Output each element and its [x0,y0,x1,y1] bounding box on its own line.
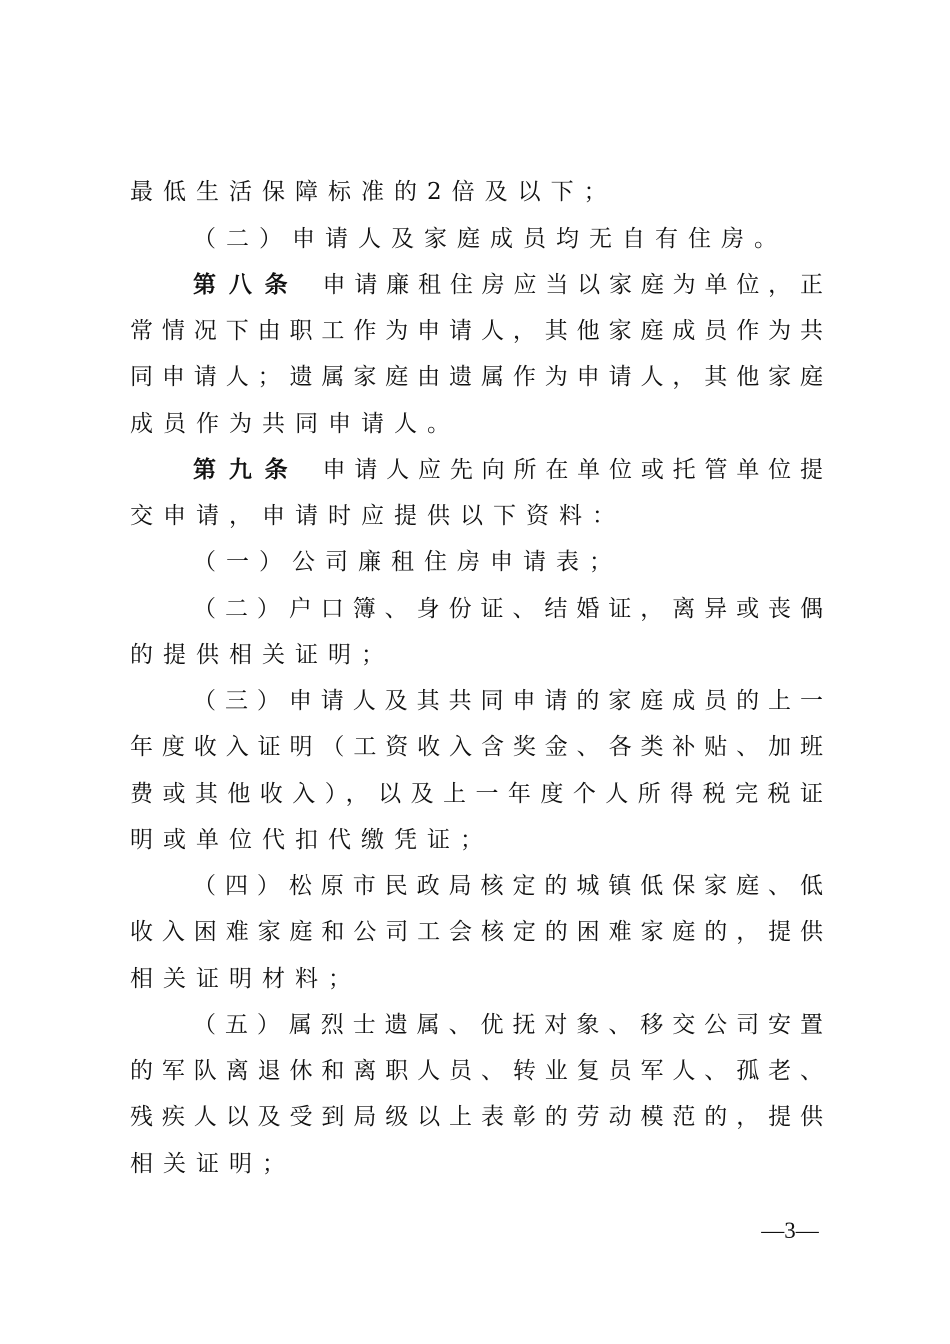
paragraph-line: 明或单位代扣代缴凭证； [130,827,493,853]
paragraph-line: 交申请，申请时应提供以下资料： [130,503,625,529]
paragraph-line: 相关证明材料； [130,966,361,992]
paragraph-line: 年度收入证明（工资收入含奖金、各类补贴、加班 [130,734,823,760]
article-9-first-line [193,450,823,490]
paragraph-line: 费或其他收入），以及上一年度个人所得税完税证 [130,781,823,807]
article-8-first-line [193,265,823,305]
paragraph-line: （一）公司廉租住房申请表； [193,549,622,575]
paragraph-line: 的提供相关证明； [130,642,394,668]
paragraph-line: 相关证明； [130,1151,295,1177]
paragraph-line: （三）申请人及其共同申请的家庭成员的上一 [193,688,823,714]
article-8-heading: 第八条 [193,272,301,298]
paragraph-text: 申请人应先向所在单位或托管单位提 [322,457,823,483]
page-number: —3— [761,1218,819,1243]
paragraph-line: 最低生活保障标准的2倍及以下； [130,179,617,205]
paragraph-line: 收入困难家庭和公司工会核定的困难家庭的，提供 [130,919,823,945]
paragraph-line: （二）申请人及家庭成员均无自有住房。 [193,226,787,252]
paragraph-line: （四）松原市民政局核定的城镇低保家庭、低 [193,873,823,899]
paragraph-line: 常情况下由职工作为申请人，其他家庭成员作为共 [130,318,823,344]
article-9-heading: 第九条 [193,457,301,483]
paragraph-line: 成员作为共同申请人。 [130,411,460,437]
paragraph-line: （二）户口簿、身份证、结婚证，离异或丧偶 [193,596,823,622]
paragraph-line: 残疾人以及受到局级以上表彰的劳动模范的，提供 [130,1104,823,1130]
paragraph-line: （五）属烈士遗属、优抚对象、移交公司安置 [193,1012,823,1038]
paragraph-line: 同申请人；遗属家庭由遗属作为申请人，其他家庭 [130,364,823,390]
paragraph-text: 申请廉租住房应当以家庭为单位，正 [322,272,823,298]
paragraph-line: 的军队离退休和离职人员、转业复员军人、孤老、 [130,1058,823,1084]
